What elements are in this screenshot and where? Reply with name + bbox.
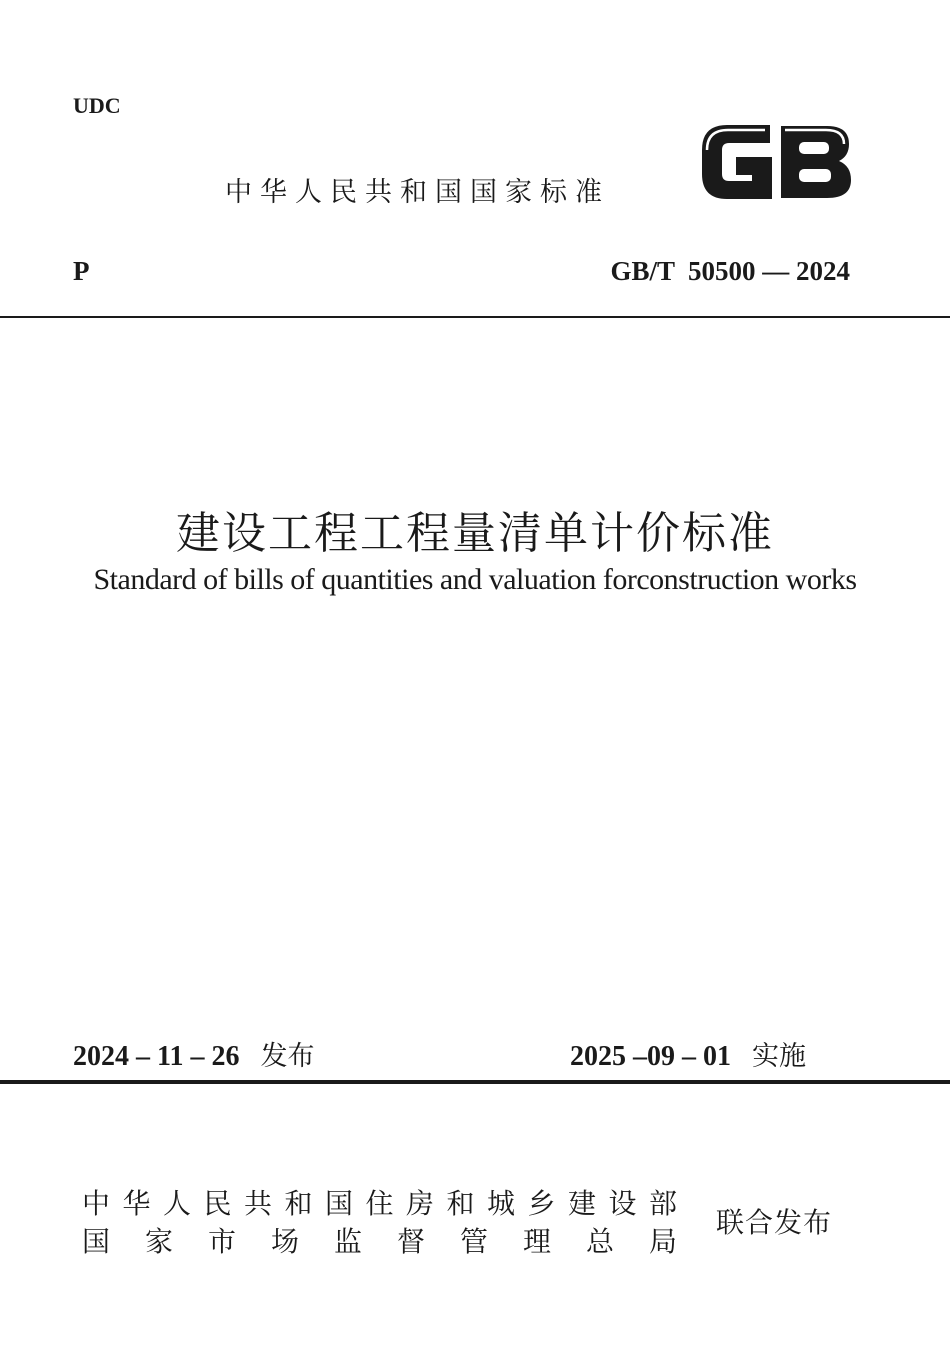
- implement-label: 实施: [752, 1041, 806, 1072]
- joint-release-label: 联合发布: [716, 1206, 833, 1239]
- issuer-ministry: 中华人民共和国住房和城乡建设部: [82, 1187, 690, 1220]
- udc-label: UDC: [73, 93, 121, 118]
- category-code: P: [73, 256, 90, 286]
- release-date-block: [73, 1034, 314, 1073]
- release-date: 2024 – 11 – 26: [73, 1041, 240, 1072]
- gb-logo: [697, 118, 855, 206]
- release-label: 发布: [260, 1041, 315, 1072]
- issuer-administration: 国家市场监督管理总局: [82, 1225, 713, 1258]
- top-divider: [0, 316, 950, 318]
- implement-date-block: [570, 1034, 806, 1073]
- implement-date: 2025 –09 – 01: [570, 1041, 731, 1072]
- standard-number: GB/T 50500 — 2024: [610, 256, 850, 286]
- title-chinese: 建设工程工程量清单计价标准: [176, 508, 774, 559]
- title-english: Standard of bills of quantities and valuation forconstruction works: [93, 563, 857, 596]
- country-standard-heading: 中华人民共和国国家标准: [225, 177, 610, 208]
- bottom-divider: [0, 1080, 950, 1084]
